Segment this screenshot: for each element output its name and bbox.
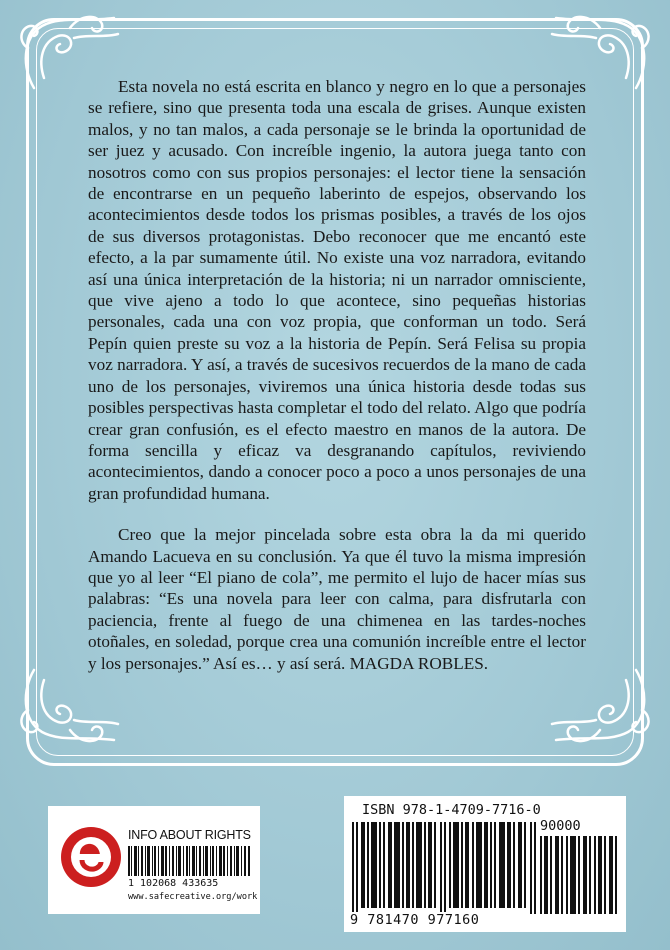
isbn-addon-barcode xyxy=(540,836,618,914)
rights-barcode xyxy=(128,846,250,876)
blurb-text xyxy=(88,76,586,674)
rights-url: www.safecreative.org/work xyxy=(128,892,258,902)
isbn-digits: 9 781470 977160 xyxy=(350,912,480,928)
isbn-price-code: 90000 xyxy=(540,818,581,834)
rights-number: 1 102068 433635 xyxy=(128,878,219,889)
rights-info-box xyxy=(48,806,260,914)
rights-title: INFO ABOUT RIGHTS xyxy=(128,828,251,842)
safe-creative-logo-icon xyxy=(60,826,122,888)
isbn-barcode xyxy=(352,822,536,914)
isbn-barcode-box xyxy=(344,796,626,932)
blurb-paragraph-2: Creo que la mejor pincelada sobre esta obra la da mi querido Amando Lacueva en su conclusión. Ya que él tuvo la misma impresión que yo al leer “El piano de cola”, me permito el lujo de hacer mías sus palabras: “Es una novela para leer con calma, para disfrutarla con paciencia, frente al fuego de una chimenea en las tardes-noches otoñales, en soledad, porque crea una comunión increíble entre el lector y los personajes.” Así es… y así será. MAGDA ROBLES. xyxy=(88,525,586,673)
blurb-paragraph-1: Esta novela no está escrita en blanco y negro en lo que a personajes se refiere, sino que presenta toda una escala de grises. Aunque existen malos, y no tan malos, a cada personaje se le brinda la oportunidad de ser juez y acusado. Con increíble ingenio, la autora juega tanto con nosotros como con sus propios personajes: el lector tiene la sensación de encontrarse en un pequeño laberinto de espejos, observando los acontecimientos desde todos los prismas posibles, a través de los ojos de sus diversos protagonistas. Debo reconocer que me encantó este efecto, a la par sumamente útil. No existe una voz narradora, evitando así una única interpretación de la historia; ni un narrador omnisciente, que vive ajeno a todo lo que acontece, sino pequeñas historias personales, cada una con voz propia, que conforman un todo. Será Pepín quien preste su voz a la historia de Pepín. Será Felisa su propia voz narradora. Y así, a través de sucesivos recuerdos de la mano de cada uno de los personajes, viviremos una única historia desde todas sus posibles perspectivas hasta completar el todo del relato. Algo que podría crear gran confusión, es el efecto maestro en manos de la autora. De forma sencilla y eficaz va desgranando capítulos, reviviendo acontecimientos, dando a conocer poco a poco a unos personajes de una gran profundidad humana. xyxy=(88,77,586,503)
isbn-label: ISBN 978-1-4709-7716-0 xyxy=(362,802,541,818)
